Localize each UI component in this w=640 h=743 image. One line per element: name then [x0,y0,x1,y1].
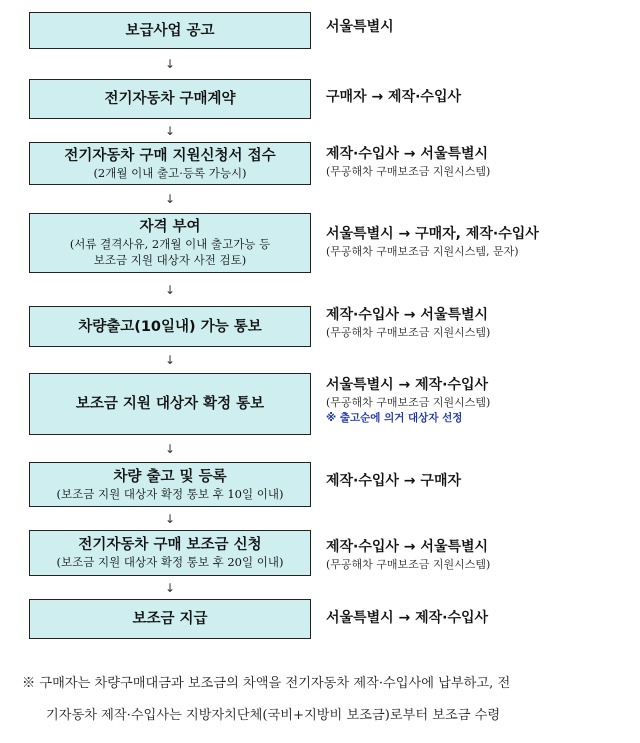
down-arrow-icon: ↓ [164,353,176,367]
step-title: 전기자동차 구매 보조금 신청 [78,537,262,553]
step-title: 차량출고(10일내) 가능 통보 [78,318,262,335]
step-actor-block-7 [326,472,631,491]
step-subtitle: 보조금 지원 대상자 사전 검토) [93,253,247,267]
actor-channel: (무공해차 구매보조금 지원시스템) [326,396,491,409]
step-subtitle: (보조금 지원 대상자 확정 통보 후 20일 이내) [56,555,284,569]
down-arrow-icon: ↓ [164,581,176,595]
down-arrow-icon: ↓ [164,124,176,138]
step-actor-block-9 [326,609,631,628]
actor-channel: (무공해차 구매보조금 지원시스템) [326,558,491,571]
actor-flow: 서울특별시 → 제작·수입사 [326,377,489,393]
step-subtitle: (보조금 지원 대상자 확정 통보 후 10일 이내) [56,486,284,501]
step-subtitle: (서류 결격사유, 2개월 이내 출고가능 등 [69,237,271,251]
step-actor-block-4 [326,225,631,260]
actor-flow: 서울특별시 [326,19,394,35]
actor-channel: (무공해차 구매보조금 지원시스템, 문자) [326,245,519,258]
down-arrow-icon: ↓ [164,283,176,297]
actor-flow: 제작·수입사 → 구매자 [326,473,461,489]
step-box-3 [29,142,311,185]
step-box-5 [29,306,311,347]
step-title: 보조금 지원 대상자 확정 통보 [75,396,265,412]
actor-flow: 제작·수입사 → 서울특별시 [326,307,489,323]
step-box-9 [29,599,311,639]
step-box-1 [29,12,311,49]
step-title: 보조금 지급 [132,611,208,627]
step-box-6 [29,373,311,435]
actor-channel: (무공해차 구매보조금 지원시스템) [326,326,491,339]
actor-flow: 서울특별시 → 구매자, 제작·수입사 [326,226,539,242]
step-subtitle: (2개월 이내 출고·등록 가능시) [93,165,247,180]
step-actor-block-3 [326,145,631,180]
step-box-7 [29,462,311,507]
down-arrow-icon: ↓ [164,442,176,456]
step-actor-block-5 [326,306,631,341]
actor-channel: (무공해차 구매보조금 지원시스템) [326,165,491,178]
down-arrow-icon: ↓ [164,192,176,206]
step-title: 전기자동차 구매 지원신청서 접수 [64,147,276,164]
footnote-line-1: ※ 구매자는 차량구매대금과 보조금의 차액을 전기자동차 제작·수입사에 납부하고, 전 [22,676,511,691]
step-title: 자격 부여 [139,219,201,235]
actor-flow: 제작·수입사 → 서울특별시 [326,146,489,162]
step-title: 차량 출고 및 등록 [113,468,227,485]
step-title: 전기자동차 구매계약 [104,91,236,107]
step-actor-block-6 [326,376,631,426]
step-box-8 [29,530,311,576]
down-arrow-icon: ↓ [164,57,176,71]
step-actor-block-2 [326,88,631,107]
step-title: 보급사업 공고 [125,22,215,39]
actor-flow: 구매자 → 제작·수입사 [326,89,461,105]
actor-note: ※ 출고순에 의거 대상자 선정 [326,412,463,424]
step-box-2 [29,79,311,119]
actor-flow: 제작·수입사 → 서울특별시 [326,539,489,555]
step-box-4 [29,213,311,273]
footnote-line-2: 기자동차 제작·수입사는 지방자치단체(국비+지방비 보조금)로부터 보조금 수령 [46,708,501,723]
step-actor-block-8 [326,538,631,573]
down-arrow-icon: ↓ [164,512,176,526]
actor-flow: 서울특별시 → 제작·수입사 [326,610,489,626]
step-actor-block-1 [326,18,631,37]
